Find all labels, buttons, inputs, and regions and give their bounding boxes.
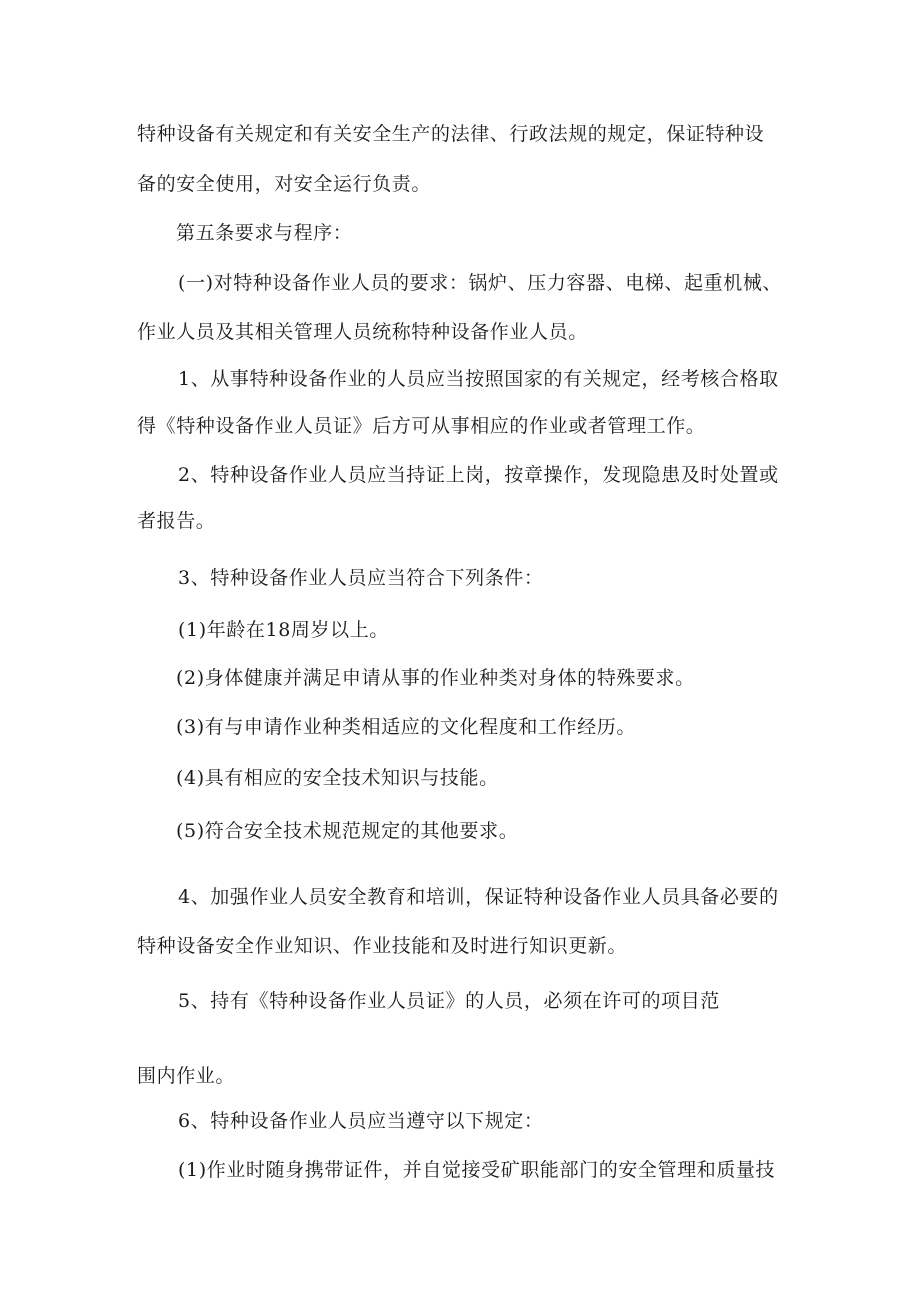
text-line-9: 者报告。 <box>137 510 216 532</box>
text-line-18: 5、持有《特种设备作业人员证》的人员，必须在许可的项目范 <box>178 990 720 1012</box>
text-line-16: 4、加强作业人员安全教育和培训，保证特种设备作业人员具备必要的 <box>178 886 779 908</box>
text-line-10: 3、特种设备作业人员应当符合下列条件： <box>178 567 544 589</box>
text-line-8: 2、特种设备作业人员应当持证上岗，按章操作，发现隐患及时处置或 <box>178 464 779 486</box>
text-line-17: 特种设备安全作业知识、作业技能和及时进行知识更新。 <box>137 935 628 957</box>
text-line-13: (3)有与申请作业种类相适应的文化程度和工作经历。 <box>176 716 636 738</box>
text-line-15: (5)符合安全技术规范规定的其他要求。 <box>176 820 519 842</box>
section-heading: 第五条要求与程序： <box>176 222 353 244</box>
text-line-2: 备的安全使用，对安全运行负责。 <box>137 173 432 195</box>
text-line-14: (4)具有相应的安全技术知识与技能。 <box>176 767 499 789</box>
text-line-6: 1、从事特种设备作业的人员应当按照国家的有关规定，经考核合格取 <box>178 368 779 390</box>
text-line-20: 6、特种设备作业人员应当遵守以下规定： <box>178 1110 544 1132</box>
text-line-7: 得《特种设备作业人员证》后方可从事相应的作业或者管理工作。 <box>137 415 706 437</box>
text-line-11: (1)年龄在18周岁以上。 <box>178 619 389 641</box>
text-line-1: 特种设备有关规定和有关安全生产的法律、行政法规的规定，保证特种设 <box>137 123 765 145</box>
text-line-5: 作业人员及其相关管理人员统称特种设备作业人员。 <box>137 321 588 343</box>
text-line-21: (1)作业时随身携带证件，并自觉接受矿职能部门的安全管理和质量技 <box>178 1159 776 1181</box>
text-line-4: (一)对特种设备作业人员的要求：锅炉、压力容器、电梯、起重机械、 <box>178 272 783 294</box>
text-line-12: (2)身体健康并满足申请从事的作业种类对身体的特殊要求。 <box>176 667 695 689</box>
text-line-19: 围内作业。 <box>137 1065 236 1087</box>
